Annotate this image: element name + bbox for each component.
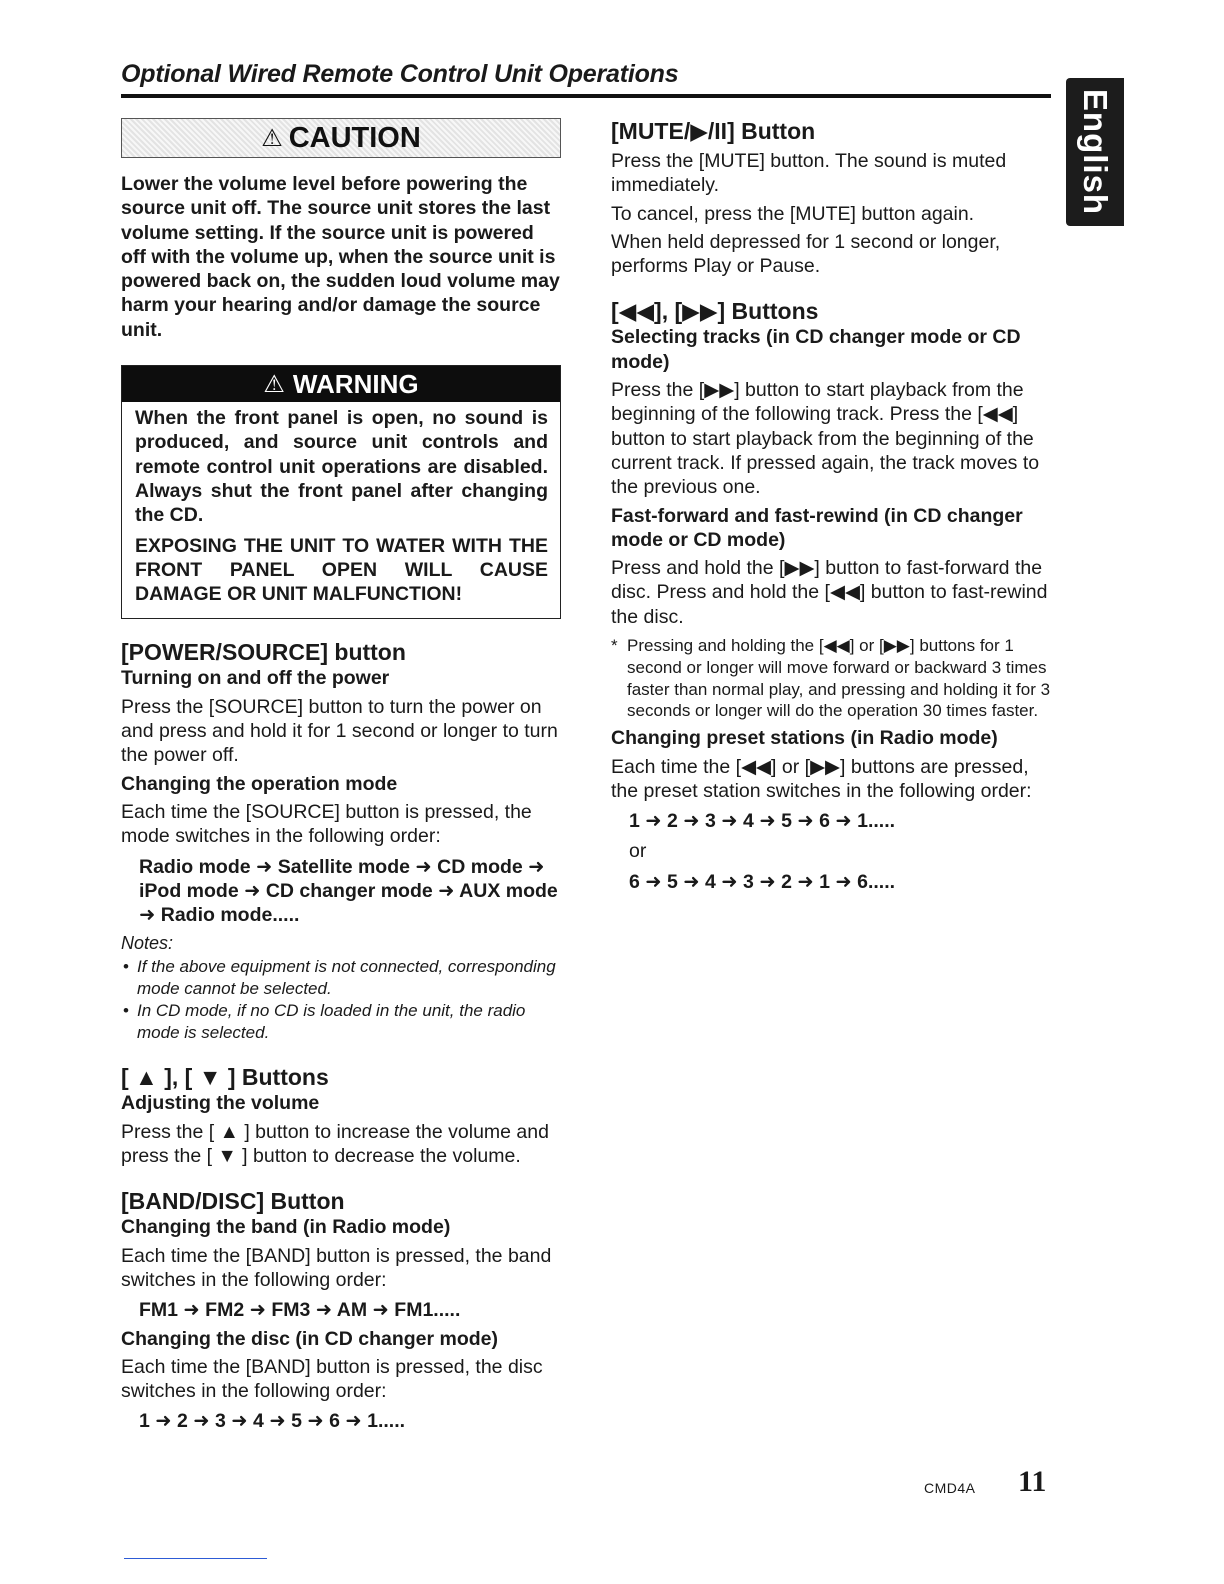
page-number: 11	[1018, 1465, 1047, 1498]
notes-title: Notes:	[121, 933, 174, 954]
mode-subheading: Changing the operation mode	[121, 772, 398, 795]
warning-body	[122, 402, 560, 618]
mute-body: When held depressed for 1 second or longer, performs Play or Pause.	[611, 230, 1001, 278]
fastforward-body: Press and hold the [▶▶] button to fast-forward the disc. Press and hold the [◀◀] button to fast-rewind the disc.	[611, 557, 1048, 628]
skip-note-text: Pressing and holding the [◀◀] or [▶▶] buttons for 1 second or longer will move forward or backward 3 times faster than normal play, and pressing and holding it for 3 seconds or longer will do the operation 30 times faster.	[627, 636, 1051, 721]
model-number: CMD4A	[924, 1480, 976, 1496]
power-heading: [POWER/SOURCE] button	[121, 639, 406, 666]
language-tab	[1066, 78, 1124, 226]
preset-sequence-forward: 1 ➜ 2 ➜ 3 ➜ 4 ➜ 5 ➜ 6 ➜ 1.....	[629, 810, 896, 833]
title-rule	[121, 94, 1051, 98]
preset-subheading: Changing preset stations (in Radio mode)	[611, 727, 998, 750]
preset-body: Each time the [◀◀] or [▶▶] buttons are pressed, the preset station switches in the following order:	[611, 755, 1032, 802]
band-body: Each time the [BAND] button is pressed, the band switches in the following order:	[121, 1244, 552, 1291]
band-sequence: FM1 ➜ FM2 ➜ FM3 ➜ AM ➜ FM1.....	[139, 1299, 461, 1322]
volume-heading: [ ▲ ], [ ▼ ] Buttons	[121, 1064, 329, 1091]
tracks-subheading: Selecting tracks (in CD changer mode or CD mode)	[611, 326, 1021, 373]
band-heading: [BAND/DISC] Button	[121, 1188, 345, 1215]
preset-sequence-backward: 6 ➜ 5 ➜ 4 ➜ 3 ➜ 2 ➜ 1 ➜ 6.....	[629, 870, 896, 893]
left-column	[121, 118, 561, 1434]
caution-banner	[121, 118, 561, 158]
warning-banner	[122, 366, 560, 402]
disc-sequence: 1 ➜ 2 ➜ 3 ➜ 4 ➜ 5 ➜ 6 ➜ 1.....	[139, 1410, 406, 1433]
disc-subheading: Changing the disc (in CD changer mode)	[121, 1327, 499, 1350]
mode-sequence: Radio mode ➜ Satellite mode ➜ CD mode ➜ iPod mode ➜ CD changer mode ➜ AUX mode ➜ Radio mode.....	[139, 855, 558, 927]
caution-label: CAUTION	[288, 121, 421, 154]
caution-text: Lower the volume level before powering the source unit off. The source unit stores the last volume setting. If the source unit is powered off with the volume up, when the source unit is powered back on, the sudden loud volume may harm your hearing and/or damage the source unit.	[121, 173, 560, 341]
disc-body: Each time the [BAND] button is pressed, the disc switches in the following order:	[121, 1355, 543, 1403]
mute-body: Press the [MUTE] button. The sound is muted immediately.	[611, 150, 1007, 197]
power-body: Press the [SOURCE] button to turn the power on and press and hold it for 1 second or longer to turn the power off.	[121, 695, 558, 767]
tracks-body: Press the [▶▶] button to start playback from the beginning of the following track. Press the [◀◀] button to start playback from the beginning of the current track. If pressed again, the track moves to the previous one.	[611, 379, 1040, 499]
preset-or: or	[629, 840, 647, 863]
skip-heading: [◀◀], [▶▶] Buttons	[611, 298, 819, 325]
note-marker: *	[611, 636, 618, 656]
volume-subheading: Adjusting the volume	[121, 1092, 320, 1115]
power-subheading: Turning on and off the power	[121, 667, 390, 690]
mute-body: To cancel, press the [MUTE] button again.	[611, 202, 975, 225]
volume-body: Press the [ ▲ ] button to increase the volume and press the [ ▼ ] button to decrease the volume.	[121, 1120, 549, 1168]
skip-note	[611, 635, 1051, 722]
warning-paragraph-caps: EXPOSING THE UNIT TO WATER WITH THE FRONT PANEL OPEN WILL CAUSE DAMAGE OR UNIT MALFUNCTION!	[135, 534, 548, 606]
warning-paragraph: When the front panel is open, no sound is produced, and source unit controls and remote control unit operations are disabled. Always shut the front panel after changing the CD.	[135, 407, 548, 527]
note-item: • If the above equipment is not connected, corresponding mode cannot be selected.	[121, 956, 561, 1000]
right-column	[611, 118, 1051, 894]
band-subheading: Changing the band (in Radio mode)	[121, 1216, 451, 1239]
note-item: • In CD mode, if no CD is loaded in the unit, the radio mode is selected.	[121, 1000, 561, 1044]
warning-box	[121, 365, 561, 619]
language-tab-label: English	[1077, 88, 1114, 216]
mode-body: Each time the [SOURCE] button is pressed, the mode switches in the following order:	[121, 800, 532, 848]
mute-heading: [MUTE/▶/II] Button	[611, 118, 816, 144]
notes-list	[121, 956, 561, 1044]
warning-triangle-icon: ⚠	[263, 370, 285, 398]
warning-label: WARNING	[292, 368, 419, 399]
warning-triangle-icon: ⚠	[261, 124, 283, 152]
fastforward-subheading: Fast-forward and fast-rewind (in CD changer mode or CD mode)	[611, 504, 1023, 551]
bottom-rule	[124, 1558, 267, 1559]
page-title: Optional Wired Remote Control Unit Operations	[121, 60, 679, 88]
